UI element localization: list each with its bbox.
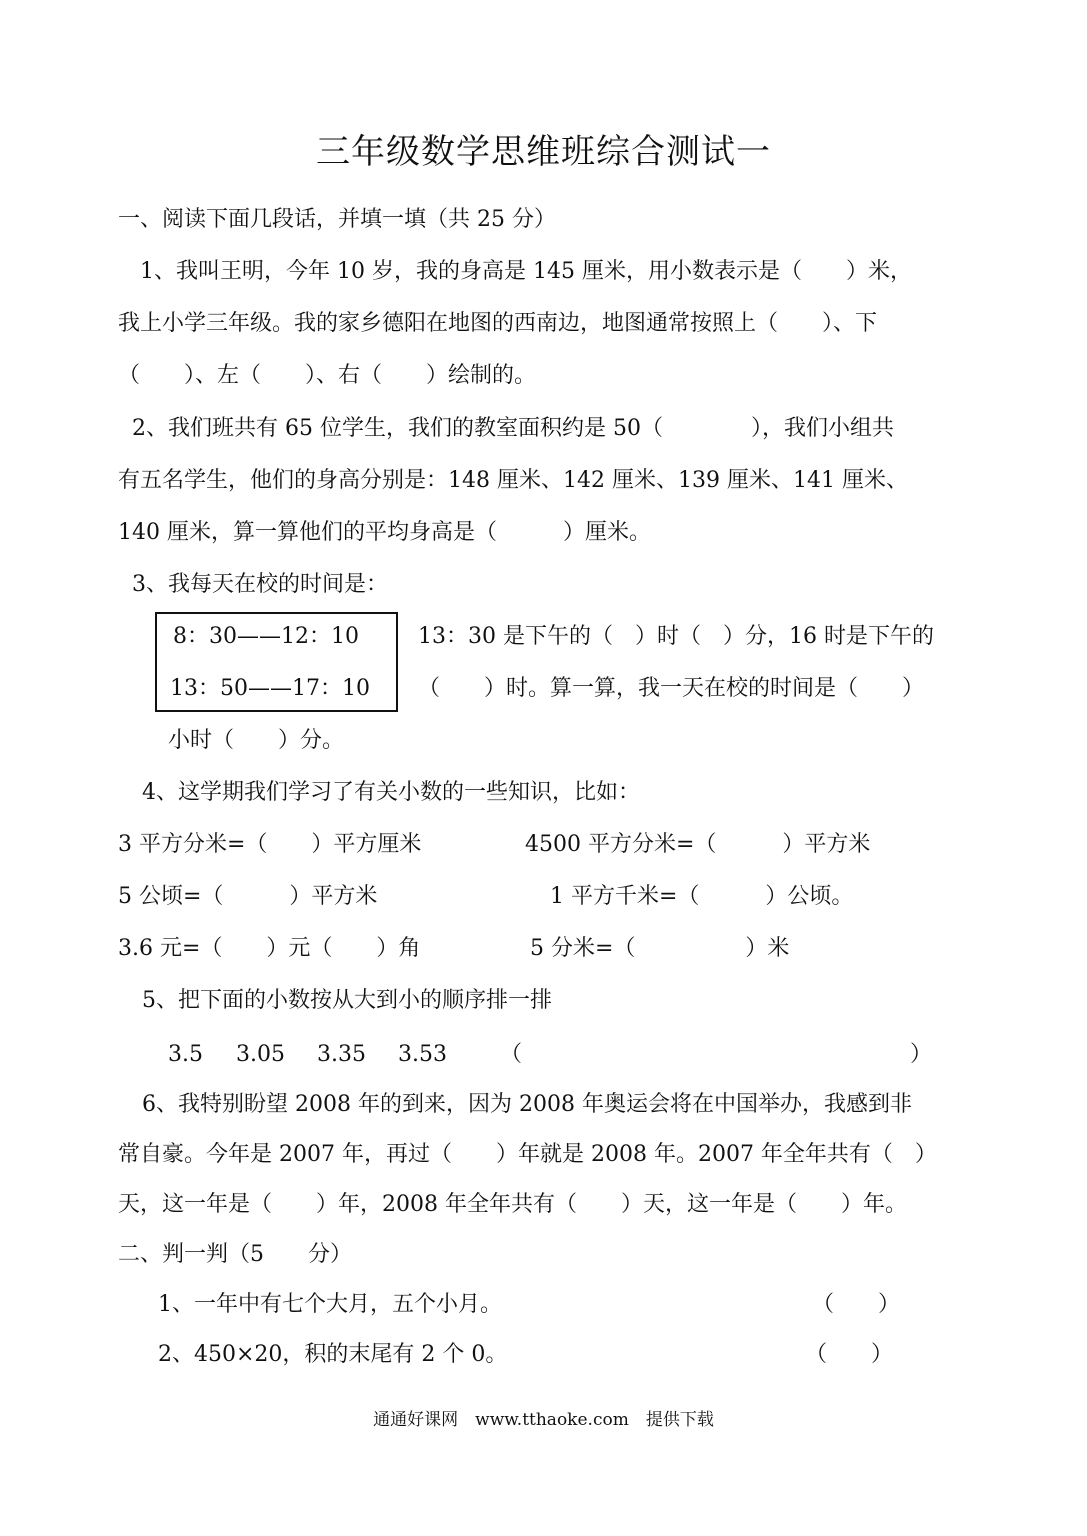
- q5-answer-open: （: [500, 1042, 523, 1067]
- q1-line-2: 我上小学三年级。我的家乡德阳在地图的西南边，地图通常按照上（ ）、下: [118, 311, 878, 336]
- q5-intro: 5、把下面的小数按从大到小的顺序排一排: [142, 988, 552, 1013]
- q3-intro: 3、我每天在校的时间是：: [132, 572, 388, 597]
- footer-credit: 通通好课网 www.tthaoke.com 提供下载: [373, 1410, 714, 1430]
- q6-line-3: 天，这一年是（ ）年，2008 年全年共有（ ）天，这一年是（ ）年。: [118, 1192, 907, 1217]
- school-time-box: [155, 612, 398, 712]
- q4-item: 5 分米=（ ）米: [530, 936, 790, 961]
- judge-item-text: 2、450×20，积的末尾有 2 个 0。: [158, 1342, 508, 1367]
- q1-line-1: 1、我叫王明，今年 10 岁，我的身高是 145 厘米，用小数表示是（ ）米，: [140, 259, 912, 284]
- section1-heading: 一、阅读下面几段话，并填一填（共 25 分）: [118, 207, 556, 232]
- q2-line-1: 2、我们班共有 65 位学生，我们的教室面积约是 50（ ），我们小组共: [132, 416, 894, 441]
- q5-number: 3.35: [317, 1042, 366, 1067]
- judge-item-blank: （ ）: [805, 1342, 894, 1367]
- q4-item: 3.6 元=（ ）元（ ）角: [118, 936, 421, 961]
- q2-line-2: 有五名学生，他们的身高分别是：148 厘米、142 厘米、139 厘米、141 厘米、: [118, 468, 908, 493]
- q5-number: 3.5: [168, 1042, 203, 1067]
- q3-line-2: （ ）时。算一算，我一天在校的时间是（ ）: [418, 676, 925, 701]
- q3-line-1: 13：30 是下午的（ ）时（ ）分，16 时是下午的: [418, 624, 934, 649]
- q4-item: 5 公顷=（ ）平方米: [118, 884, 378, 909]
- q6-line-2: 常自豪。今年是 2007 年，再过（ ）年就是 2008 年。2007 年全年共有（ ）: [118, 1142, 937, 1167]
- section2-heading: 二、判一判（5 分）: [118, 1242, 352, 1267]
- q5-number: 3.53: [398, 1042, 447, 1067]
- q1-line-3: （ ）、左（ ）、右（ ）绘制的。: [118, 363, 537, 388]
- q5-answer-close: ）: [910, 1042, 933, 1067]
- q3-line-3: 小时（ ）分。: [168, 728, 345, 753]
- q4-item: 4500 平方分米=（ ）平方米: [525, 832, 871, 857]
- judge-item-text: 1、一年中有七个大月，五个小月。: [158, 1292, 502, 1317]
- q4-item: 3 平方分米=（ ）平方厘米: [118, 832, 422, 857]
- page-title: 三年级数学思维班综合测试一: [316, 132, 771, 172]
- time-range-afternoon: 13：50——17：10: [170, 676, 370, 701]
- q4-item: 1 平方千米=（ ）公顷。: [550, 884, 854, 909]
- judge-item-blank: （ ）: [812, 1292, 901, 1317]
- q6-line-1: 6、我特别盼望 2008 年的到来，因为 2008 年奥运会将在中国举办，我感到非: [142, 1092, 912, 1117]
- q5-number: 3.05: [236, 1042, 285, 1067]
- time-range-morning: 8：30——12：10: [173, 624, 359, 649]
- q2-line-3: 140 厘米，算一算他们的平均身高是（ ）厘米。: [118, 520, 651, 545]
- q4-intro: 4、这学期我们学习了有关小数的一些知识，比如：: [142, 780, 640, 805]
